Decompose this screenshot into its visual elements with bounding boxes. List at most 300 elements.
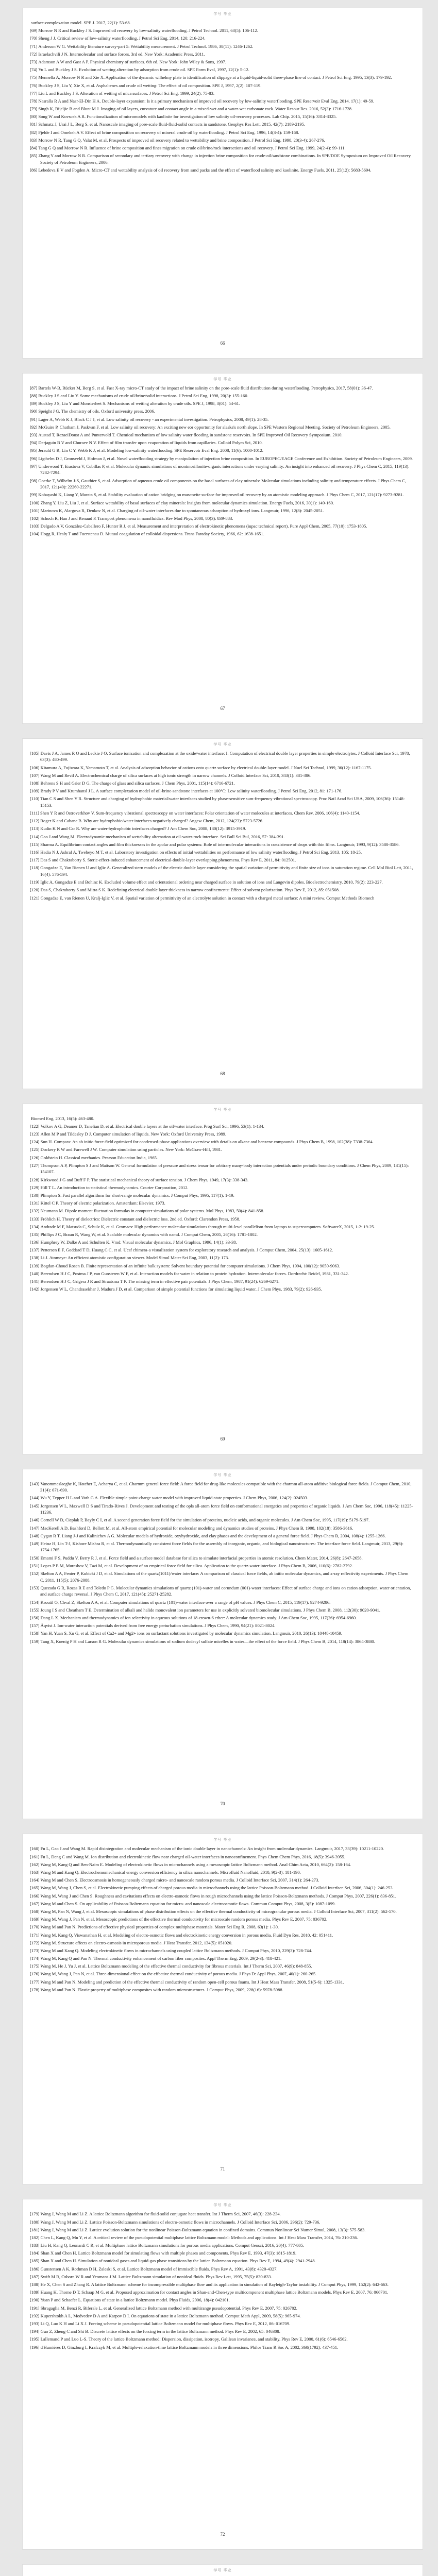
reference-number: [115] (30, 841, 40, 847)
reference-text: Shen Y R and Ostroverkhov V. Sum-frequency vibrational spectroscopy on water interfaces: Polar orientation of water molecules at interfaces. Chem Rev, 2006, 106(4): 1140-1154. (40, 810, 360, 816)
reference-text: Kroutil O, Chval Z, Skelton A A, et al. Computer simulations of quartz (101)-water interface over a range of pH values. J Phys Chem C, 2015, 119(17): 9274-9286. (40, 1599, 331, 1605)
page-sheet (23, 8, 423, 358)
reference-text: Li J. Atomeye: An efficient atomistic configuration viewer. Model Simul Mater Sci Eng, 2003, 11(2): 173. (40, 1255, 229, 1261)
reference-list (30, 2211, 413, 2351)
reference-text: Lebedeva E V and Fogden A. Micro-CT and wettability analysis of oil recovery from sand packs and the effect of waterflood salinity and kaolinite. Energy Fuels. 2011, 25(12): 5683-5694. (38, 167, 372, 173)
reference-text: Allen M P and Tildesley D J. Computer simulation of liquids. New York: Oxford University Press, 1989. (40, 1131, 227, 1137)
reference-number: [168] (30, 1908, 40, 1914)
reference-number: [123] (30, 1131, 40, 1137)
reference-item (30, 113, 413, 120)
reference-item (30, 1908, 413, 1915)
reference-number: [130] (30, 1192, 40, 1198)
reference-text: Fjelde I and Omekeh A V. Effect of brine composition on recovery of mineral crude oil by waterflooding. J Petrol Sci Eng. 1996, 14(3-4): 159-168. (38, 129, 299, 135)
reference-item (30, 1155, 413, 1161)
reference-text: Buckley J S, Liu Y, Xie X, et al. Asphaltenes and crude oil wetting: The effect of oil composition. SPE J, 1997, 2(2): 107-119. (38, 82, 262, 88)
reference-number: [91] (30, 416, 38, 422)
reference-number: [72] (30, 51, 38, 57)
reference-item (30, 43, 413, 50)
reference-item (30, 2305, 413, 2312)
reference-text: Fu L, Gao J and Wang M. Rapid disintegration and molecular mechanism of the ionic double layer in nanochannels: An insight from molecular dynamics. Langmuir, 2017, 33(39): 10211-10220. (40, 1846, 384, 1852)
reference-item (30, 765, 413, 771)
reference-item (30, 167, 413, 174)
reference-text: Wang J, Wang M and Li Z. Lattice Poisson-Boltzmann simulations of electro-osmotic flows in microchannels. J Colloid Interface Sci, 2006, 296(2): 729-736. (40, 2219, 321, 2225)
reference-number: [132] (30, 1208, 40, 1214)
reference-text: Wang M, Wang J and Chen S. Roughness and cavitations effects on electro-osmotic flows in rough microchannels using the lattice Poisson-Boltzmann methods. J Comput Phys, 2007, 226(1): 836-851. (40, 1893, 396, 1899)
reference-text: Yuan P and Schaefer L. Equations of state in a lattice Boltzmann model. Phys Fluids, 2006, 18(4): 042101. (40, 2297, 230, 2303)
reference-text: Wang M, Pan N, Wang J, et al. Mesoscopic simulations of phase distribution effects on the effective thermal conductivity of microgranular porous media. J Colloid Interface Sci, 2007, 311(2): 562-570. (40, 1908, 397, 1914)
reference-number: [112] (30, 818, 40, 824)
reference-text: Emami F S, Puddu V, Berry R J, et al. Force field and a surface model database for silica to simulate interfacial properties in atomic resolution. Chem Mater, 2014, 26(8): 2647-2658. (40, 1555, 363, 1561)
reference-number: [152] (30, 1571, 40, 1577)
reference-text: Wang M. Structure effects on electro-osmosis in microporous media. J Heat Transfer, 2012, 134(5): 051020. (40, 1940, 232, 1945)
reference-text: Swift M R, Osborn W R and Yeomans J M. Lattice Boltzmann simulation of nonideal fluids. Phys Rev Lett, 1995, 75(5): 830-833. (40, 2274, 272, 2279)
reference-item (30, 1924, 413, 1930)
reference-text: Kobayashi K, Liang Y, Murata S, et al. Stability evaluation of cation bridging on muscovite surface for improved oil recovery by an atomistic modeling approach. J Phys Chem C, 2017, 121(17): 9273-9281. (38, 492, 404, 498)
reference-number: [110] (30, 796, 40, 802)
reference-text: Dang L X. Mechanism and thermodynamics of ion selectivity in aqueous solutions of 18-crown-6 ether: A molecular dynamics study. J Am Chem Soc, 1995, 117(26): 6954-6960. (40, 1615, 357, 1620)
reference-number: [159] (30, 1638, 40, 1644)
reference-text: Wang M, Kang Q and Pan N. Thermal conductivity enhancement of carbon fiber composites. Appl Therm Eng, 2009, 29(2-3): 418-421. (40, 1956, 282, 1961)
reference-item (30, 1963, 413, 1970)
reference-item (30, 1940, 413, 1946)
reference-text: Underwood T, Erastova V, Cubillas P, et al. Molecular dynamic simulations of montmorillonite-organic interactions under varying salinity: An insight into enhanced oil recovery. J Phys Chem C, 2015, 119(13): 7282-7294. (38, 463, 410, 476)
reference-number: [143] (30, 1481, 40, 1486)
reference-number: [94] (30, 440, 38, 446)
reference-text: Wang M and Pan N. Elastic property of multiphase composites with random microstructures. J Comput Phys, 2009, 228(16): 5978-5988. (40, 1987, 283, 1992)
reference-number: [82] (30, 129, 38, 135)
reference-number: [77] (30, 90, 38, 96)
reference-item (30, 780, 413, 787)
reference-item (30, 507, 413, 514)
reference-item (30, 137, 413, 144)
reference-item (30, 2320, 413, 2327)
page-number: 67 (220, 705, 225, 711)
reference-text: Das S, Chakraborty S and Mitra S K. Redefining electrical double layer thickness in narrow confinements: Effect of solvent polarization. Phys Rev E, 2012, 85: 051508. (40, 887, 340, 893)
reference-number: [180] (30, 2219, 40, 2225)
reference-text: Schoch R, Han J and Renaud P. Transport phenomena in nanofluidics. Rev Mod Phys, 2008, 80(3): 839-883. (40, 515, 233, 521)
reference-text: Kupershtokh A L, Medvedev D A and Karpov D I. On equations of state in a lattice Boltzmann method. Comput Math Appl, 2009, 58(5): 965-974. (40, 2313, 301, 2318)
reference-number: [162] (30, 1861, 40, 1867)
reference-text: Berendsen H J C, Grigera J R and Straatsma T P. The missing term in effective pair potentials. J Phys Chem, 1987, 91(24): 6269-6271. (40, 1279, 280, 1284)
reference-item (30, 2328, 413, 2335)
reference-number: [144] (30, 1495, 40, 1501)
reference-text: Behrens S H and Grier D G. The charge of glass and silica surfaces. J Chem Phys, 2001, 115(14): 6716-6721. (40, 780, 235, 786)
reference-text: Adamson A W and Gast A P. Physical chemistry of surfaces. 6th ed. New York: John Wiley & Sons, 1997. (38, 59, 226, 64)
reference-item (30, 2266, 413, 2273)
reference-text: Austad T, RezaeiDoust A and Puntervold T. Chemical mechanism of low salinity water flooding in sandstone reservoirs. In SPE Improved Oil Recovery Symposium. 2010. (38, 432, 343, 438)
reference-number: [109] (30, 788, 40, 794)
reference-number: [153] (30, 1585, 40, 1590)
reference-item (30, 1916, 413, 1923)
reference-item (30, 1139, 413, 1145)
reference-number: [120] (30, 887, 40, 893)
reference-item (30, 750, 413, 763)
reference-list (30, 1845, 413, 1994)
reference-item (30, 1630, 413, 1637)
reference-number: [147] (30, 1525, 40, 1531)
reference-item (30, 121, 413, 128)
reference-item (30, 841, 413, 848)
reference-item (30, 2281, 413, 2288)
reference-item (30, 1877, 413, 1884)
reference-number: [178] (30, 1987, 40, 1992)
reference-number: [182] (30, 2234, 40, 2240)
reference-number: [70] (30, 36, 38, 41)
reference-text: Sharma A. Equilibrium contact angles and film thicknesses in the apolar and polar systems: Role of intermolecular interactions in coexistence of drops with thin films. Langmuir, 1993, 9(12): 3580-3586. (40, 841, 400, 847)
reference-number: [71] (30, 43, 38, 49)
reference-item (30, 2227, 413, 2233)
reference-item (30, 1224, 413, 1230)
reference-item (30, 1481, 413, 1494)
reference-item (30, 1208, 413, 1214)
reference-item (30, 515, 413, 522)
reference-item (30, 1517, 413, 1523)
reference-item (30, 1638, 413, 1645)
reference-item (30, 1955, 413, 1962)
reference-text: Sheng J J. Critical review of low-salinity waterflooding. J Petrol Sci Eng. 2014, 120: 216-224. (38, 36, 206, 41)
reference-text: Humphrey W, Dalke A and Schulten K. Vmd: Visual molecular dynamics. J Mol Graphics, 1996, 14(1): 33-38. (40, 1240, 237, 1245)
reference-number: [176] (30, 1971, 40, 1977)
reference-number: [121] (30, 895, 40, 901)
reference-number: [85] (30, 153, 38, 159)
reference-text: Phillips J C, Braun R, Wang W, et al. Scalable molecular dynamics with namd. J Comput Chem, 2005, 26(16): 1781-1802. (40, 1231, 258, 1237)
reference-item (30, 1885, 413, 1891)
reference-text: Wang M, Kang Q, Viswanathan H, et al. Modeling of electro-osmotic flows and electrokinetic energy conversion in porous media. Fluid Dyn Res, 2010, 42: 051411. (40, 1932, 333, 1938)
page-sheet (23, 1469, 423, 1819)
reference-number: [142] (30, 1286, 40, 1292)
document-page (0, 2191, 438, 2556)
reference-item (30, 1503, 413, 1516)
reference-number: [160] (30, 1846, 40, 1852)
reference-number: [137] (30, 1247, 40, 1253)
reference-item (30, 145, 413, 151)
page-number: 72 (220, 2532, 225, 2537)
reference-item (30, 788, 413, 794)
reference-item (30, 1231, 413, 1238)
reference-number: [185] (30, 2258, 40, 2264)
reference-item (30, 106, 413, 112)
reference-number: [170] (30, 1924, 40, 1930)
reference-item (30, 795, 413, 808)
reference-number: [171] (30, 1932, 40, 1938)
reference-item (30, 1184, 413, 1191)
reference-item (30, 1622, 413, 1629)
reference-number: [163] (30, 1870, 40, 1875)
reference-item (30, 98, 413, 105)
reference-item (30, 1146, 413, 1153)
reference-text: Wang M, Wang J, Chen S, et al. Electrokinetic pumping effects of charged porous media in microchannels using the lattice Poisson-Boltzmann method. J Colloid Interface Sci, 2006, 304(1): 246-253. (40, 1885, 394, 1891)
reference-text: Joung I S and Cheatham T E. Determination of alkali and halide monovalent ion parameters for use in explicitly solvated biomolecular simulations. J Phys Chem B, 2008, 112(30): 9020-9041. (40, 1607, 380, 1613)
reference-item (30, 810, 413, 817)
reference-number: [128] (30, 1177, 40, 1182)
reference-number: [76] (30, 82, 38, 88)
reference-number: [179] (30, 2211, 40, 2217)
reference-text: McGuire P, Chatham J, Paskvan F, et al. Low salinity oil recovery: An exciting new eor opportunity for alaska's north slope. In SPE Western Regional Meeting. Society of Petroleum Engineers, 2005. (38, 424, 391, 430)
reference-number: [193] (30, 2320, 40, 2326)
reference-item (30, 772, 413, 779)
document-page (0, 1461, 438, 1826)
reference-number: [164] (30, 1877, 40, 1883)
reference-text: Bartels W-B, Rücker M, Berg S, et al. Fast X-ray micro-CT study of the impact of brine salinity on the pore-scale fluid distribution during waterflooding. Petrophysics, 2017, 58(01): 36-47. (38, 385, 373, 391)
page-number: 70 (220, 1801, 225, 1807)
document-page (0, 731, 438, 1096)
page-sheet (23, 739, 423, 1089)
reference-text: Shan X and Chen H. Lattice Boltzmann model for simulating flows with multiple phases and components. Phys Rev E, 1993, 47(3): 1815-1819. (40, 2250, 297, 2256)
reference-item (30, 82, 413, 89)
page-number: 69 (220, 1436, 225, 1442)
reference-item (30, 1216, 413, 1223)
reference-item (30, 818, 413, 824)
reference-text: Skelton A A, Fenter P, Kubicki J D, et al. Simulations of the quartz(1011)/water interface: A comparison of classical force fields, ab initio molecular dynamics, and x-ray reflectivity experiments. J Phys Chem C, 2011, 115(5): 2076-2088. (40, 1571, 409, 1583)
reference-number: [167] (30, 1901, 40, 1906)
reference-number: [184] (30, 2250, 40, 2256)
reference-item (30, 447, 413, 454)
reference-number: [196] (30, 2344, 40, 2350)
reference-text: d'Humières D, Ginzburg I, Krafczyk M, et al. Multiple-relaxation-time lattice Boltzmann models in three dimensions. Philos Trans R Soc A, 2002, 360(1792): 437-451. (40, 2344, 339, 2350)
reference-text: Singh K, Bijeljic B and Blunt M J. Imaging of oil layers, curvature and contact angle in a mixed-wet and a water-wet carbonate rock. Water Resour Res. 2016, 52(3): 1716-1728. (38, 106, 353, 112)
reference-item (30, 152, 413, 165)
reference-text: Wu Y, Tepper H L and Voth G A. Flexible simple point-charge water model with improved liquid-state properties. J Chem Phys, 2006, 124(2): 024503. (40, 1495, 308, 1501)
reference-text: Jorgensen W L, Maxwell D S and Tirado-Rives J. Development and testing of the opls all-atom force field on conformational energetics and properties of organic liquids. J Am Chem Soc, 1996, 118(45): 11225-11236. (40, 1503, 413, 1515)
reference-number: [119] (30, 879, 40, 885)
reference-text: Wang M and Chen S. On applicability of Poisson-Boltzmann equation for micro- and nanoscale electroosmotic flows. Commun Comput Phys, 2008, 3(5): 1087-1099. (40, 1901, 336, 1906)
reference-number: [106] (30, 765, 40, 770)
reference-item (30, 1607, 413, 1614)
reference-text: Zhang Y, Liu Z, Liu J, et al. Surface wettability of basal surfaces of clay minerals: Insights from molecular dynamics simulation. Energy Fuels, 2016, 30(1): 149-160. (40, 500, 334, 505)
reference-number: [166] (30, 1893, 40, 1899)
reference-item (30, 2258, 413, 2264)
reference-number: [102] (30, 515, 40, 521)
reference-item (30, 1495, 413, 1501)
reference-number: [73] (30, 59, 38, 64)
reference-number: [81] (30, 122, 38, 127)
reference-number: [87] (30, 385, 38, 391)
reference-text: Biomed Eng, 2013, 16(5): 463-480. (31, 1115, 94, 1121)
reference-number: [145] (30, 1503, 40, 1509)
reference-text: surface-complexation model. SPE J. 2017, 22(1): 53-68. (31, 20, 131, 25)
reference-text: Cornell W D, Cieplak P, Bayly C I, et al. A second generation force field for the simulation of proteins, nucleic acids, and organic molecules. J Am Chem Soc, 1995, 117(19): 5179-5197. (40, 1517, 370, 1523)
reference-number: [155] (30, 1607, 40, 1613)
page-sheet (23, 374, 423, 723)
page-header: 学号 毕业 (213, 1472, 232, 1477)
page-header: 学号 毕业 (213, 2568, 232, 2573)
page-sheet (23, 1834, 423, 2184)
reference-text: Kittel C P. Theory of electric polarization. Amsterdam: Elsevier, 1973. (40, 1200, 165, 1206)
reference-number: [194] (30, 2329, 40, 2334)
page-sheet (23, 2565, 423, 2576)
reference-number: [105] (30, 750, 40, 756)
page-number: 66 (220, 340, 225, 346)
reference-number: [146] (30, 1517, 40, 1523)
document-page (0, 0, 438, 365)
reference-text: Hadia N J, Ashraf A, Tweheyo M T, et al. Laboratory investigation on effects of initial wettabilities on performance of low salinity waterflooding. J Petrol Sci Eng, 2013, 105: 18-25. (40, 850, 362, 855)
reference-text: Andrade M F, Matsuda C, Schulz K, et al. Gromacs: High performance molecular simulations through multi-level parallelism from laptops to supercomputers. SoftwareX, 2015, 1-2: 19-25. (40, 1224, 375, 1229)
reference-item (30, 1533, 413, 1539)
reference-number: [191] (30, 2305, 40, 2311)
reference-number: [100] (30, 500, 40, 505)
reference-number: [131] (30, 1200, 40, 1206)
page-number: 68 (220, 1071, 225, 1076)
reference-text: Fröhlich H. Theory of dielectrics: Dielectric constant and dielectric loss. 2nd ed. Oxford: Clarendon Press, 1958. (40, 1216, 241, 1222)
reference-number: [79] (30, 106, 38, 112)
reference-number: [96] (30, 455, 38, 461)
reference-number: [126] (30, 1155, 40, 1160)
page-header: 学号 毕业 (213, 742, 232, 747)
reference-item (30, 849, 413, 856)
reference-number: [175] (30, 1963, 40, 1969)
reference-number: [183] (30, 2243, 40, 2248)
reference-number: [181] (30, 2227, 40, 2232)
reference-text: Liu L and Buckley J S. Alteration of wetting of mica surfaces. J Petrol Sci Eng. 1999, 24(2): 75-83. (38, 90, 215, 96)
reference-item (30, 20, 413, 26)
document-page (0, 1096, 438, 1461)
reference-text: Ligthelm D J, Gronsveld J, Hofman J, et al. Novel waterflooding strategy by manipulation of injection brine composition. In EUROPEC/EAGE Conference and Exhibition. Society of Petroleum Engineers, 2009. (38, 455, 413, 461)
reference-item (30, 1255, 413, 1261)
reference-item (30, 455, 413, 462)
reference-item (30, 393, 413, 399)
reference-number: [139] (30, 1263, 40, 1268)
reference-text: Das S and Chakraborty S. Steric-effect-induced enhancement of electrical-double-layer overlapping phenomena. Phys Rev E, 2011, 84: 012501. (40, 857, 296, 863)
reference-item (30, 424, 413, 431)
reference-text: Gunstensen A K, Rothman D H, Zaleski S, et al. Lattice Boltzmann model of immiscible fluids. Phys Rev A, 1991, 43(8): 4320-4327. (40, 2266, 278, 2272)
reference-item (30, 1555, 413, 1562)
reference-number: [177] (30, 1979, 40, 1985)
reference-text: Sun H. Compass: An ab initio force-field optimized for condensed-phase applications overview with details on alkane and benzene compounds. J Phys Chem B, 1998, 102(38): 7338-7364. (40, 1139, 374, 1145)
reference-text: Hill T L. An introduction to statistical thermodynamics. Courier Corporation, 2012. (40, 1184, 189, 1190)
reference-list (30, 20, 413, 175)
reference-number: [95] (30, 448, 38, 453)
reference-text: Quezada G R, Rozas R E and Toledo P G. Molecular dynamics simulations of quartz (101)-water and corundum (001)-water interfaces: Effect of surface charge and ions on cation adsorption, water orientation, and surface charge reversal. J Phys Chem C, 2017, 121(45): 25271-25282. (40, 1585, 411, 1597)
reference-text: Lager A, Webb K J, Black C J J, et al. Low salinity oil recovery - an experimental investigation. Petrophysics, 2008, 49(1): 28-35. (38, 416, 269, 422)
reference-number: [187] (30, 2274, 40, 2279)
reference-item (30, 463, 413, 476)
reference-text: Kudin K N and Car R. Why are water-hydrophobic interfaces charged? J Am Chem Soc, 2008, 130(12): 3915-3919. (40, 826, 246, 832)
reference-text: Plimpton S. Fast parallel algorithms for short-range molecular dynamics. J Comput Phys, 1995, 117(1): 1-19. (40, 1192, 234, 1198)
reference-text: Zhang Y and Morrow N R. Comparison of secondary and tertiary recovery with change in injection brine composition for crude-oil/sandstone combinations. In SPE/DOE Symposium on Improved Oil Recovery. Society of Petroleum Engineers, 2006. (38, 153, 412, 165)
reference-item (30, 2211, 413, 2217)
reference-number: [103] (30, 523, 40, 529)
reference-item (30, 1893, 413, 1900)
reference-text: Jerauld G R, Lin C Y, Webb K J, et al. Modeling low-salinity waterflooding. SPE Reservoir Eval Eng. 2008, 11(6): 1000-1012. (38, 448, 263, 453)
reference-number: [116] (30, 850, 40, 855)
reference-text: Jorgensen W L, Chandrasekhar J, Madura J D, et al. Comparison of simple potential functions for simulating liquid water. J Chem Phys, 1983, 79(2): 926-935. (40, 1286, 322, 1292)
reference-number: [83] (30, 137, 38, 143)
reference-text: Sbragaglia M, Benzi R, Biferale L, et al. Generalized lattice Boltzmann method with multirange pseudopotential. Phys Rev E, 2007, 75: 026702. (40, 2305, 297, 2311)
reference-item (30, 1286, 413, 1293)
reference-text: Yan H, Yuan S, Xu G, et al. Effect of Ca2+ and Mg2+ ions on surfactant solutions investigated by molecular dynamics simulation. Langmuir, 2010, 26(13): 10448-10459. (40, 1631, 342, 1636)
reference-item (30, 531, 413, 537)
reference-number: [74] (30, 67, 38, 73)
reference-number: [157] (30, 1623, 40, 1629)
reference-number: [192] (30, 2313, 40, 2318)
reference-text: Dockery R W and Farewell J W. Computer simulation using particles. New York: McGraw-Hill, 1981. (40, 1147, 222, 1153)
reference-text: Goerke T, Wilhelm J-S, Gauthier S, et al. Adsorption of aqueous crude oil components on the basal surfaces of clay minerals: Molecular simulations including salinity and temperature effects. J Phys Chem C, 2017, 121(40): 22260-22271. (38, 478, 407, 490)
reference-number: [195] (30, 2336, 40, 2342)
reference-number: [133] (30, 1216, 40, 1222)
reference-text: Speight J G. The chemistry of oils. Oxford university press, 2006. (38, 409, 155, 414)
reference-text: Tang G Q and Morrow N R. Influence of brine composition and fines migration on crude oil/brine/rock interactions and oil recovery. J Petrol Sci Eng. 1999, 24(2-4): 99-111. (38, 145, 346, 150)
reference-item (30, 492, 413, 498)
reference-number: [140] (30, 1270, 40, 1276)
document-page (0, 1826, 438, 2191)
reference-text: Vanommeslaeghe K, Hatcher E, Acharya C, et al. Charmm general force field: A force field for drug-like molecules compatible with the charmm all-atom additive biological force fields. J Comput Chem, 2010, 31(4): 671-690. (40, 1481, 412, 1493)
reference-text: Lallemand P and Luo L-S. Theory of the lattice Boltzmann method: Dispersion, dissipation, isotropy, Galilean invariance, and stability. Phys Rev E, 2000, 61(6): 6546-6562. (40, 2336, 348, 2342)
reference-text: Wang M and Revil A. Electrochemical charge of silica surfaces at high ionic strength in narrow channels. J Colloid Interface Sci, 2010, 343(1): 381-386. (40, 772, 312, 778)
reference-number: [154] (30, 1599, 40, 1605)
reference-number: [107] (30, 772, 40, 778)
reference-number: [151] (30, 1563, 40, 1568)
reference-text: Wang M, Wang J, Pan N, et al. Three-dimensional effect on the effective thermal conductivity of porous media. J Phys D: Appl Phys, 2007, 40(1): 260-265. (40, 1971, 317, 1977)
page-header: 学号 毕业 (213, 377, 232, 381)
reference-number: [150] (30, 1555, 40, 1561)
reference-item (30, 1971, 413, 1977)
reference-item (30, 1861, 413, 1868)
reference-list (30, 1481, 413, 1646)
reference-text: Tian C S and Shen Y R. Structure and charging of hydrophobic material/water interfaces studied by phase-sensitive sum-frequency vibrational spectroscopy. Proc Natl Acad Sci USA, 2009, 106(36): 15148-15153. (40, 796, 405, 808)
reference-text: Åqvist J. Ion-water interaction potentials derived from free energy perturbation simulations. J Phys Chem, 1990, 94(21): 8021-8024. (40, 1623, 276, 1629)
reference-item (30, 2289, 413, 2296)
reference-number: [124] (30, 1139, 40, 1145)
reference-text: Li Q, Luo K H and Li X J. Forcing scheme in pseudopotential lattice Boltzmann model for multiphase flows. Phys Rev E, 2012, 86: 016709. (40, 2320, 291, 2326)
reference-text: Tang X, Koenig P H and Larson R G. Molecular dynamics simulations of sodium dodecyl sulfate micelles in water—the effect of the force field. J Phys Chem B, 2014, 118(14): 3864-3880. (40, 1638, 375, 1644)
reference-item (30, 1845, 413, 1852)
reference-text: Wang M and Kang Q. Electrochemomechanical energy conversion efficiency in silica nanochannels. Microfluid Nanofluid, 2010, 9(2-3): 181-190. (40, 1870, 301, 1875)
reference-item (30, 90, 413, 97)
reference-item (30, 2313, 413, 2319)
reference-text: Morrow N R, Tang G Q, Valat M, et al. Prospects of improved oil recovery related to wettability and brine composition. J Petrol Sci Eng. 1998, 20(3-4): 267-276. (38, 137, 325, 143)
reference-item (30, 834, 413, 840)
reference-text: Cygan R T, Liang J-J and Kalinichev A G. Molecular models of hydroxide, oxyhydroxide, and clay phases and the development of a general force field. J Phys Chem B, 2004, 108(4): 1255-1266. (40, 1533, 386, 1538)
reference-text: Marinova K, Alargova R, Denkov N, et al. Charging of oil-water interfaces due to spontaneous adsorption of hydroxyl ions. Langmuir, 1996, 12(8): 2045-2051. (40, 507, 324, 513)
page-header: 学号 毕业 (213, 2203, 232, 2208)
page-sheet (23, 1104, 423, 1454)
reference-text: Wang M, Wang J, Pan N, et al. Mesoscopic predictions of the effective thermal conductivity for microscale random porous media. Phys Rev E, 2007, 75: 036702. (40, 1917, 328, 1922)
document-page (0, 365, 438, 731)
reference-text: Fu L, Deng C and Wang M. Ion distribution and electrokinetic flow near charged oil-water interfaces in nanoconfinement. Phys Chem Chem Phys, 2016, 18(5): 3946-3955. (40, 1854, 345, 1859)
reference-number: [127] (30, 1162, 40, 1168)
reference-text: Gongadze E, van Rienen U, Kralj-Iglic V, et al. Spatial variation of permittivity of an electrolyte solution in contact with a charged metal surface: A mini review. Comput Methods Biomech (40, 895, 375, 901)
reference-number: [125] (30, 1147, 40, 1153)
reference-item (30, 385, 413, 392)
reference-item (30, 1263, 413, 1269)
reference-item (30, 1585, 413, 1598)
reference-number: [141] (30, 1279, 40, 1284)
reference-item (30, 66, 413, 73)
reference-text: Guo Z, Zheng C and Shi B. Discrete lattice effects on the forcing term in the lattice Boltzmann method. Phys Rev E, 2002, 65: 046308. (40, 2329, 280, 2334)
reference-text: Liu H, Kang Q, Leonardi C R, et al. Multiphase lattice Boltzmann simulations for porous media applications. Comput Geosci, 2016, 20(4): 777-805. (40, 2243, 305, 2248)
reference-item (30, 2297, 413, 2303)
reference-number: [135] (30, 1231, 40, 1237)
reference-number: [78] (30, 98, 38, 104)
reference-text: Iglic A, Gongadze E and Bohinc K. Excluded volume effect and orientational ordering near charged surface in solution of ions and Langevin dipoles. Bioelectrochemistry, 2010, 79(2): 223-227. (40, 879, 383, 885)
reference-item (30, 1278, 413, 1285)
page-header: 学号 毕业 (213, 1838, 232, 1842)
reference-text: MacKerell A D, Bashford D, Bellott M, et al. All-atom empirical potential for molecular modeling and dynamics studies of proteins. J Phys Chem B, 1998, 102(18): 3586-3616. (40, 1525, 353, 1531)
reference-number: [99] (30, 492, 38, 498)
reference-list (30, 1115, 413, 1294)
reference-number: [186] (30, 2266, 40, 2272)
reference-item (30, 1979, 413, 1986)
reference-item (30, 2344, 413, 2351)
reference-item (30, 1854, 413, 1860)
reference-number: [138] (30, 1255, 40, 1261)
reference-number: [118] (30, 865, 40, 871)
reference-number: [190] (30, 2297, 40, 2303)
reference-item (30, 35, 413, 42)
reference-number: [86] (30, 167, 38, 173)
reference-number: [69] (30, 28, 38, 33)
page-header: 学号 毕业 (213, 1107, 232, 1112)
